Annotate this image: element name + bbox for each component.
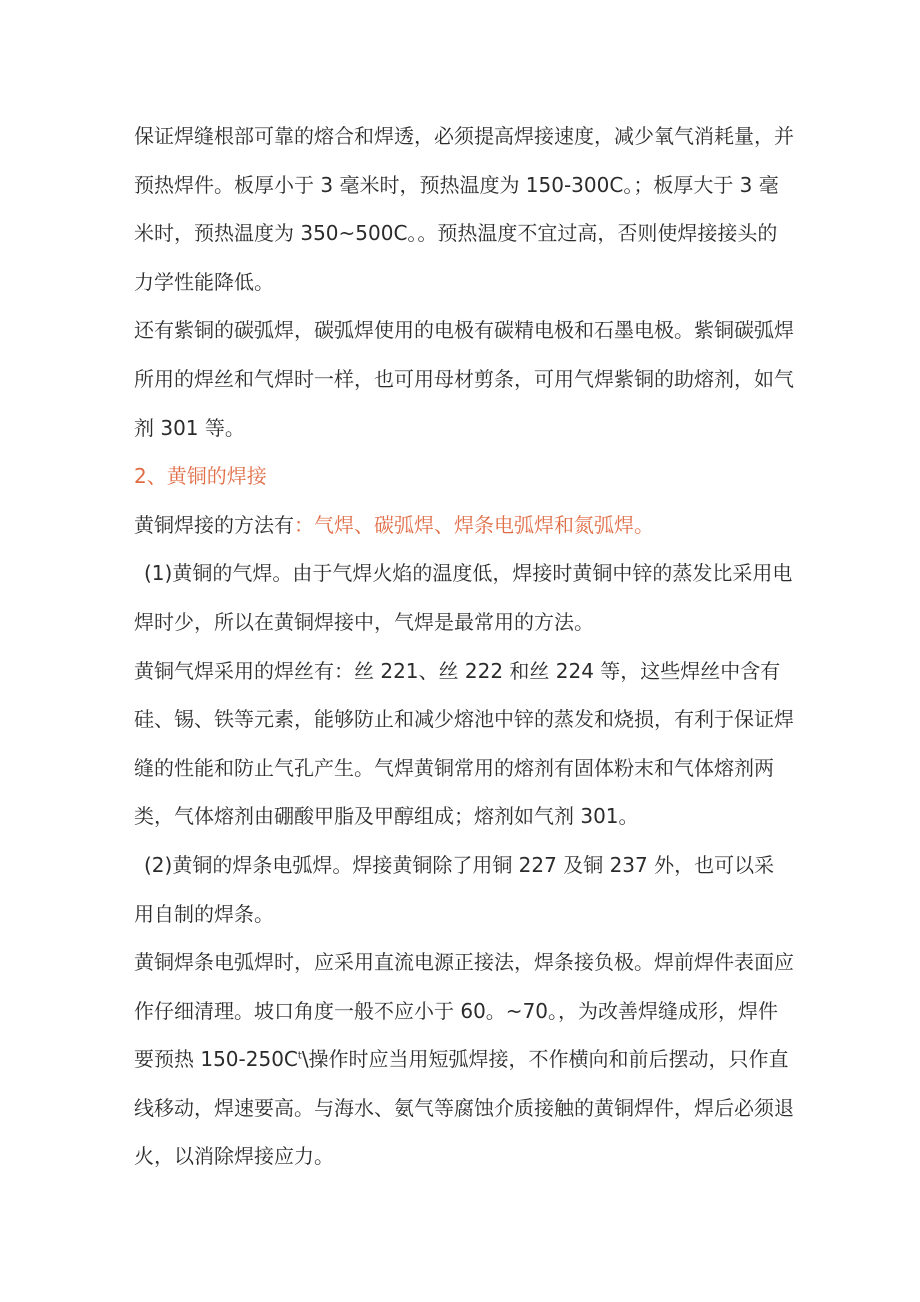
methods-list: ：气焊、碳弧焊、焊条电弧焊和氮弧焊。	[294, 512, 654, 537]
paragraph-brass-methods	[134, 501, 794, 550]
procedure-superscript: t	[297, 1050, 302, 1062]
paragraph-gas-welding: (1)黄铜的气焊。由于气焊火焰的温度低，焊接时黄铜中锌的蒸发比采用电焊时少，所以在黄铜焊接中，气焊是最常用的方法。	[134, 561, 793, 634]
methods-prefix: 黄铜焊接的方法有	[134, 512, 294, 537]
procedure-text-a: 黄铜焊条电弧焊时，应采用直流电源正接法，焊条接负极。焊前焊件表面应作仔细清理。坡口角度一般不应小于 60。~70。，为改善焊缝成形，焊件要预热 150-250C	[134, 950, 794, 1072]
paragraph-arc-welding-procedure	[134, 938, 794, 1181]
section-heading-brass-welding: 2、黄铜的焊接	[134, 464, 267, 489]
document-body	[134, 112, 794, 1181]
paragraph-arc-welding: (2)黄铜的焊条电弧焊。焊接黄铜除了用铜 227 及铜 237 外，也可以采用自制的焊条。	[134, 852, 775, 926]
procedure-text-b: \操作时应当用短弧焊接，不作横向和前后摆动，只作直线移动，焊速要高。与海水、氨气等腐蚀介质接触的黄铜焊件，焊后必须退火，以消除焊接应力。	[134, 1047, 794, 1169]
paragraph-preheat: 保证焊缝根部可靠的熔合和焊透，必须提高焊接速度，减少氧气消耗量，并预热焊件。板厚小于 3 毫米时，预热温度为 150-300C。；板厚大于 3 毫米时，预热温度为 350~500C。。预热温度不宜过高，否则使焊接接头的力学性能降低。	[134, 124, 794, 294]
paragraph-gas-welding-wire: 黄铜气焊采用的焊丝有：丝 221、丝 222 和丝 224 等，这些焊丝中含有硅、锡、铁等元素，能够防止和减少熔池中锌的蒸发和烧损，有利于保证焊缝的性能和防止气孔产生。气焊黄铜常用的熔剂有固体粉末和气体熔剂两类，气体熔剂由硼酸甲脂及甲醇组成；熔剂如气剂 301。	[134, 658, 794, 829]
paragraph-carbon-arc: 还有紫铜的碳弧焊，碳弧焊使用的电极有碳精电极和石墨电极。紫铜碳弧焊所用的焊丝和气焊时一样，也可用母材剪条，可用气焊紫铜的助熔剂，如气剂 301 等。	[134, 318, 794, 440]
